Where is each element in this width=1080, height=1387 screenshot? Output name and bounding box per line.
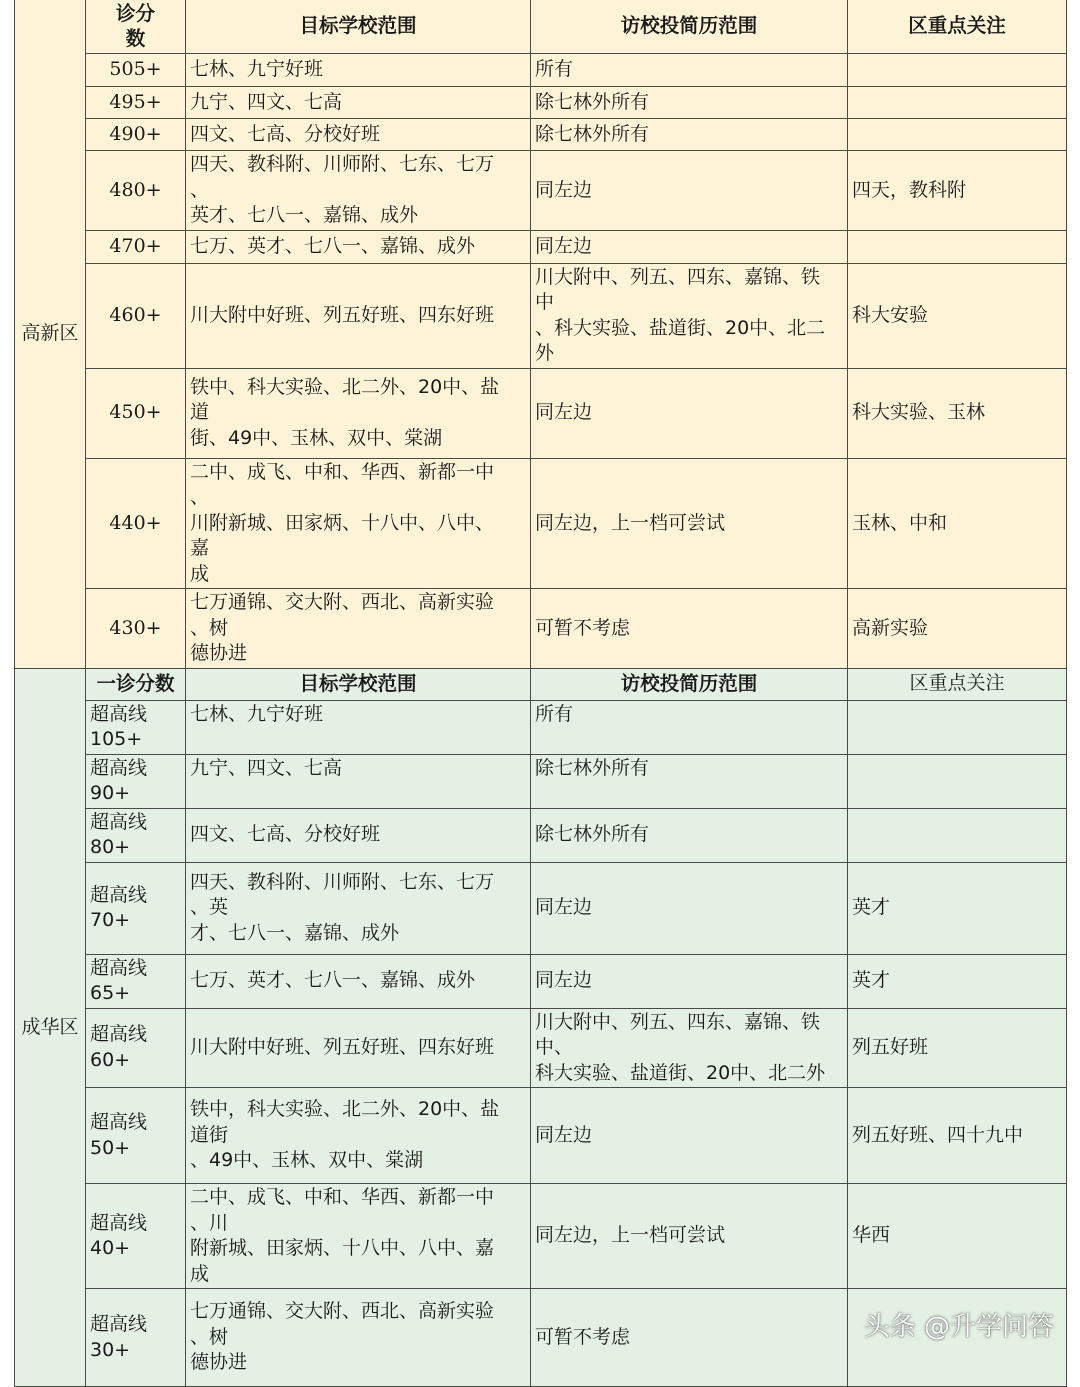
visit-cell: 所有 [531, 54, 848, 87]
target-cell: 七万、英才、七八一、嘉锦、成外 [186, 230, 531, 263]
visit-cell: 川大附中、列五、四东、嘉锦、铁 中、 科大实验、盐道街、20中、北二外 [531, 1008, 848, 1088]
focus-cell: 英才 [848, 862, 1067, 954]
table-row [15, 119, 1067, 151]
header-score: 诊分 数 [86, 0, 186, 54]
score-cell: 超高线 40+ [86, 1184, 186, 1289]
header-target-schools: 目标学校范围 [186, 0, 531, 54]
score-cell: 超高线 80+ [86, 808, 186, 862]
target-cell: 七林、九宁好班 [186, 700, 531, 754]
header-visit-range: 访校投简历范围 [531, 668, 848, 700]
table-row [15, 589, 1067, 669]
table-row [15, 368, 1067, 458]
gaoxin-header-row [15, 0, 1067, 54]
focus-cell: 科大安验 [848, 263, 1067, 368]
target-cell: 二中、成飞、中和、华西、新都一中 、川 附新城、田家炳、十八中、八中、嘉 成 [186, 1184, 531, 1289]
score-cell: 超高线 70+ [86, 862, 186, 954]
focus-cell: 科大实验、玉林 [848, 368, 1067, 458]
score-cell: 超高线 105+ [86, 700, 186, 754]
header-score: 一诊分数 [86, 668, 186, 700]
visit-cell: 同左边，上一档可尝试 [531, 458, 848, 589]
table-row [15, 862, 1067, 954]
header-target-schools: 目标学校范围 [186, 668, 531, 700]
target-cell: 七万通锦、交大附、西北、高新实验 、树 德协进 [186, 589, 531, 669]
focus-cell [848, 700, 1067, 754]
focus-cell [848, 754, 1067, 808]
header-district-focus: 区重点关注 [848, 668, 1067, 700]
target-cell: 四天、教科附、川师附、七东、七万 、 英才、七八一、嘉锦、成外 [186, 151, 531, 231]
admission-table [14, 0, 1067, 1387]
table-row [15, 754, 1067, 808]
score-cell: 490+ [86, 119, 186, 151]
visit-cell: 同左边 [531, 1088, 848, 1184]
score-cell: 超高线 50+ [86, 1088, 186, 1184]
score-cell: 480+ [86, 151, 186, 231]
table-row [15, 263, 1067, 368]
score-cell: 超高线 30+ [86, 1289, 186, 1387]
target-cell: 七万、英才、七八一、嘉锦、成外 [186, 954, 531, 1008]
score-cell: 超高线 60+ [86, 1008, 186, 1088]
chenghua-header-row [15, 668, 1067, 700]
target-cell: 七林、九宁好班 [186, 54, 531, 87]
visit-cell: 同左边，上一档可尝试 [531, 1184, 848, 1289]
header-district-focus: 区重点关注 [848, 0, 1067, 54]
table-row [15, 1008, 1067, 1088]
focus-cell [848, 54, 1067, 87]
table-row [15, 954, 1067, 1008]
visit-cell: 除七林外所有 [531, 754, 848, 808]
target-cell: 九宁、四文、七高 [186, 754, 531, 808]
visit-cell: 同左边 [531, 151, 848, 231]
visit-cell: 同左边 [531, 862, 848, 954]
target-cell: 四文、七高、分校好班 [186, 119, 531, 151]
watermark: 头条 @升学问答 [863, 1312, 1054, 1342]
visit-cell: 除七林外所有 [531, 87, 848, 119]
visit-cell: 川大附中、列五、四东、嘉锦、铁 中 、科大实验、盐道街、20中、北二 外 [531, 263, 848, 368]
visit-cell: 可暂不考虑 [531, 589, 848, 669]
focus-cell: 华西 [848, 1184, 1067, 1289]
focus-cell: 高新实验 [848, 589, 1067, 669]
visit-cell: 同左边 [531, 954, 848, 1008]
score-cell: 440+ [86, 458, 186, 589]
visit-cell: 除七林外所有 [531, 808, 848, 862]
target-cell: 铁中，科大实验、北二外、20中、盐 道街 、49中、玉林、双中、棠湖 [186, 1088, 531, 1184]
score-cell: 430+ [86, 589, 186, 669]
target-cell: 四天、教科附、川师附、七东、七万 、英 才、七八一、嘉锦、成外 [186, 862, 531, 954]
table-row [15, 1088, 1067, 1184]
score-cell: 450+ [86, 368, 186, 458]
district-label-gaoxin: 高新区 [15, 0, 86, 668]
score-cell: 超高线 65+ [86, 954, 186, 1008]
focus-cell [848, 808, 1067, 862]
table-row [15, 1184, 1067, 1289]
focus-cell [848, 119, 1067, 151]
district-label-chenghua: 成华区 [15, 668, 86, 1387]
target-cell: 九宁、四文、七高 [186, 87, 531, 119]
visit-cell: 除七林外所有 [531, 119, 848, 151]
focus-cell: 列五好班 [848, 1008, 1067, 1088]
focus-cell [848, 230, 1067, 263]
target-cell: 川大附中好班、列五好班、四东好班 [186, 1008, 531, 1088]
focus-cell: 英才 [848, 954, 1067, 1008]
target-cell: 二中、成飞、中和、华西、新都一中 、 川附新城、田家炳、十八中、八中、 嘉 成 [186, 458, 531, 589]
table-row [15, 458, 1067, 589]
score-cell: 460+ [86, 263, 186, 368]
target-cell: 铁中、科大实验、北二外、20中、盐 道 街、49中、玉林、双中、棠湖 [186, 368, 531, 458]
score-cell: 超高线 90+ [86, 754, 186, 808]
score-cell: 495+ [86, 87, 186, 119]
focus-cell: 玉林、中和 [848, 458, 1067, 589]
table-row [15, 808, 1067, 862]
focus-cell [848, 87, 1067, 119]
table-row [15, 700, 1067, 754]
header-visit-range: 访校投简历范围 [531, 0, 848, 54]
table-row [15, 87, 1067, 119]
focus-cell: 列五好班、四十九中 [848, 1088, 1067, 1184]
visit-cell: 同左边 [531, 368, 848, 458]
table-row [15, 54, 1067, 87]
visit-cell: 所有 [531, 700, 848, 754]
score-cell: 470+ [86, 230, 186, 263]
target-cell: 川大附中好班、列五好班、四东好班 [186, 263, 531, 368]
visit-cell: 同左边 [531, 230, 848, 263]
target-cell: 四文、七高、分校好班 [186, 808, 531, 862]
target-cell: 七万通锦、交大附、西北、高新实验 、树 德协进 [186, 1289, 531, 1387]
table-row [15, 230, 1067, 263]
visit-cell: 可暂不考虑 [531, 1289, 848, 1387]
score-cell: 505+ [86, 54, 186, 87]
table-row [15, 151, 1067, 231]
focus-cell: 四天，教科附 [848, 151, 1067, 231]
